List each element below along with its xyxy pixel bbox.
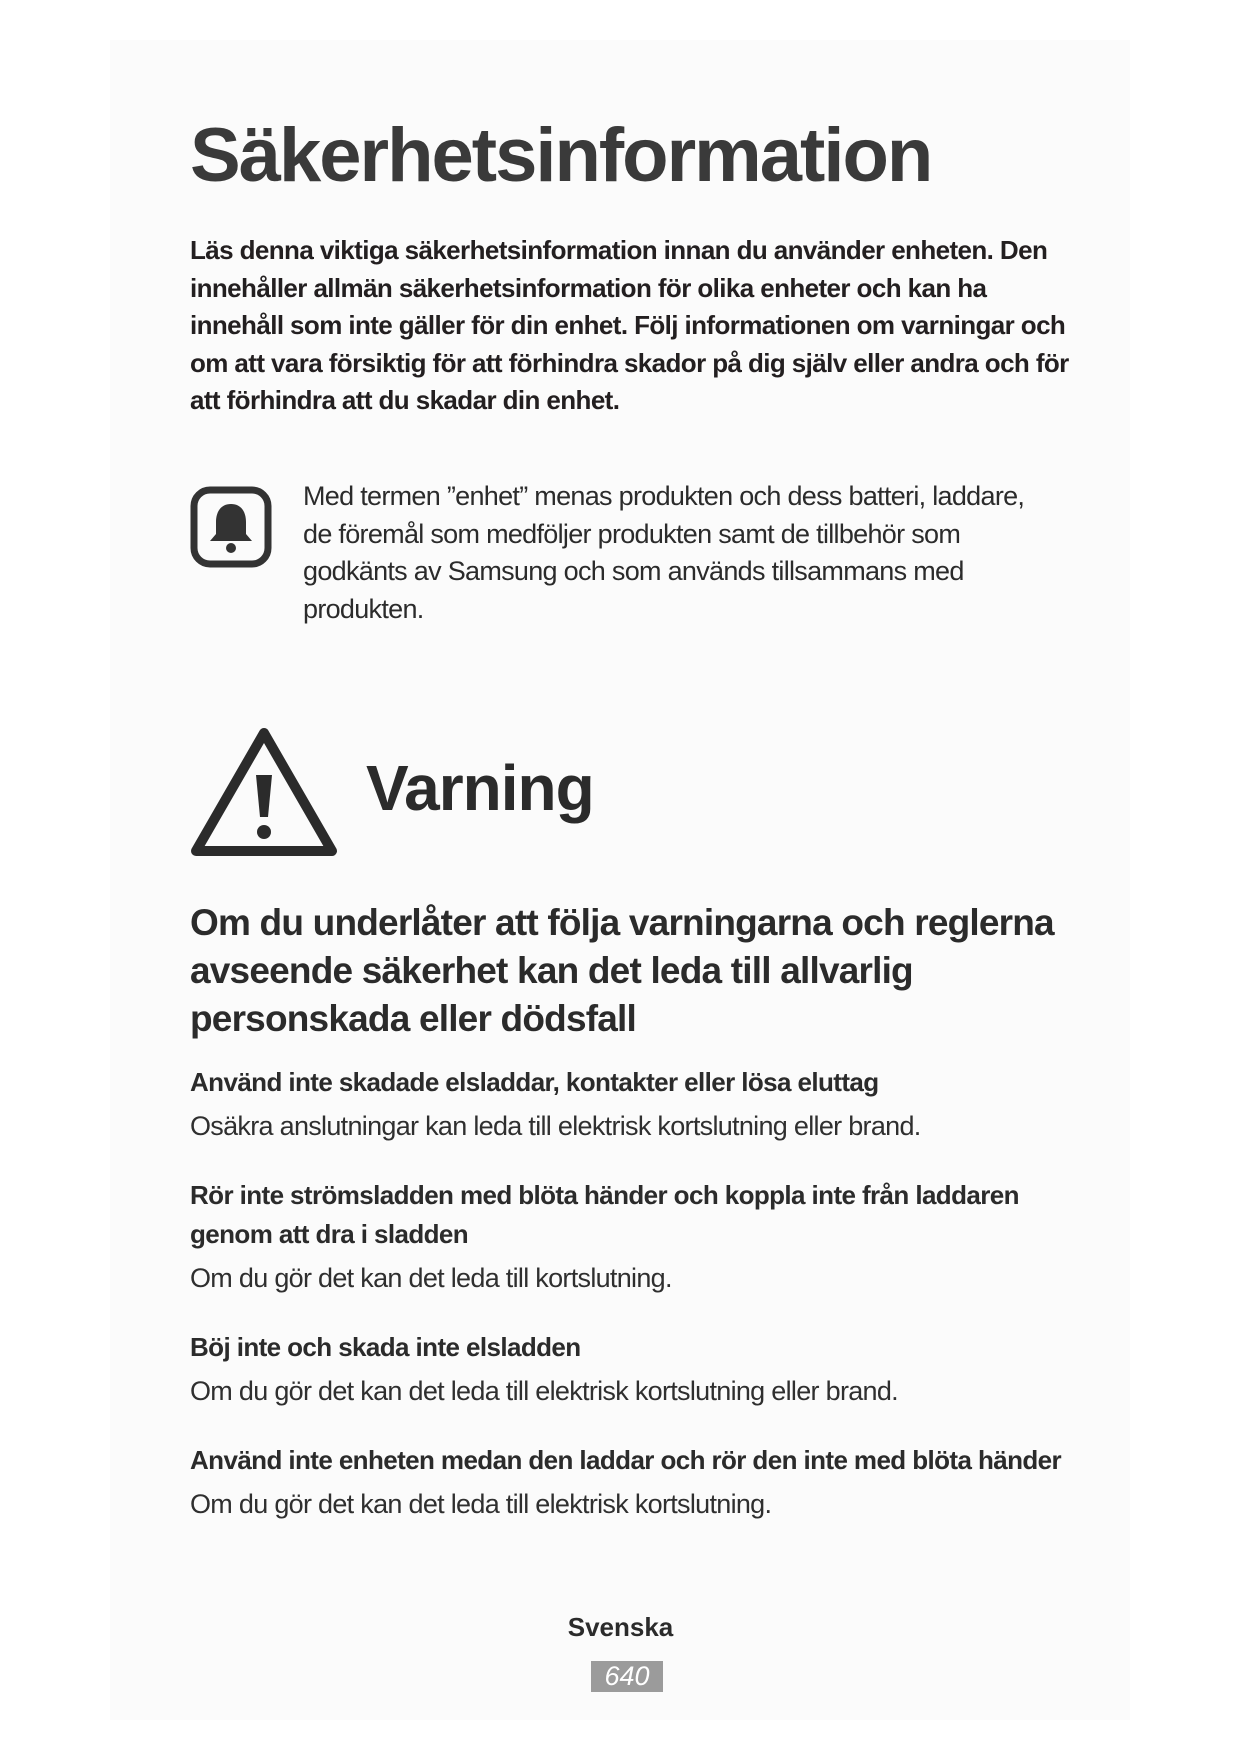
- safety-item-body: Om du gör det kan det leda till elektrisk kortslutning.: [190, 1489, 772, 1519]
- warning-triangle-icon: [190, 725, 338, 859]
- safety-item-title: Använd inte skadade elsladdar, kontakter eller lösa eluttag: [190, 1067, 879, 1097]
- safety-item: [190, 1328, 1090, 1409]
- page-title: Säkerhetsinformation: [190, 113, 932, 198]
- safety-item: [190, 1176, 1090, 1296]
- safety-item-body: Om du gör det kan det leda till kortslutning.: [190, 1263, 672, 1293]
- bell-notice-icon: [190, 486, 272, 568]
- warning-heading: Varning: [366, 752, 594, 824]
- safety-item-title: Använd inte enheten medan den laddar och rör den inte med blöta händer: [190, 1445, 1062, 1475]
- safety-item-body: Om du gör det kan det leda till elektrisk kortslutning eller brand.: [190, 1376, 898, 1406]
- footer-language: [0, 1612, 1241, 1643]
- safety-item-body: Osäkra anslutningar kan leda till elektrisk kortslutning eller brand.: [190, 1111, 921, 1141]
- note-text: Med termen ”enhet” menas produkten och dess batteri, laddare, de föremål som medföljer produkten samt de tillbehör som godkänts av Samsung och som används tillsammans med produkten.: [303, 481, 1025, 624]
- safety-item: [190, 1441, 1090, 1522]
- safety-item: [190, 1063, 1090, 1144]
- footer-language-label: Svenska: [567, 1612, 674, 1642]
- intro-paragraph: Läs denna viktiga säkerhetsinformation innan du använder enheten. Den innehåller allmän säkerhetsinformation för olika enheter och kan ha innehåll som inte gäller för din enhet. Följ informationen om varningar och om att vara försiktig för att förhindra skador på dig själv eller andra och för att förhindra att du skadar din enhet.: [190, 235, 1069, 415]
- safety-item-title: Rör inte strömsladden med blöta händer och koppla inte från laddaren genom att dra i sladden: [190, 1180, 1019, 1249]
- page-number: 640: [591, 1661, 663, 1692]
- warning-subheading: Om du underlåter att följa varningarna och reglerna avseende säkerhet kan det leda till allvarlig personskada eller dödsfall: [190, 902, 1054, 1039]
- safety-item-title: Böj inte och skada inte elsladden: [190, 1332, 581, 1362]
